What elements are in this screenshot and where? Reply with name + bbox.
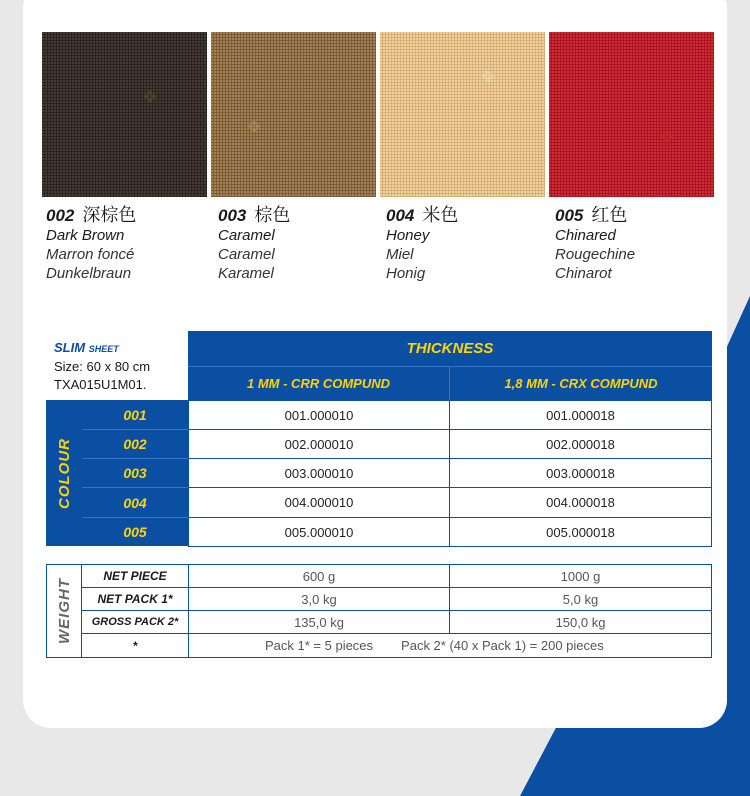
- product-sub: SHEET: [88, 344, 119, 354]
- logo-emboss-icon: ❖: [480, 67, 497, 87]
- footnote-marker: *: [81, 633, 189, 658]
- colour-code: 002: [46, 206, 75, 225]
- weight-label: WEIGHT: [55, 578, 73, 644]
- colour-row-code: 005: [82, 517, 188, 546]
- colour-row-code: 003: [82, 458, 188, 487]
- colour-row-code: 001: [82, 400, 188, 429]
- thickness-header: THICKNESS: [188, 331, 712, 366]
- product-ref: TXA015U1M01.: [54, 377, 147, 392]
- swatch-dark-brown: [42, 32, 207, 197]
- colour-name-de: Karamel: [218, 265, 274, 282]
- colour-name-fr: Caramel: [218, 246, 275, 263]
- swatch-caption: [218, 206, 290, 283]
- weight-value: 1000 g: [449, 564, 712, 588]
- article-number: 001.000018: [449, 400, 712, 430]
- colour-row-code: 002: [82, 429, 188, 458]
- product-size: Size: 60 x 80 cm: [54, 359, 151, 374]
- colour-name-zh: 棕色: [254, 205, 291, 225]
- swatch-caramel: [211, 32, 376, 197]
- colour-name-zh: 深棕色: [82, 205, 137, 225]
- footnote-pack1: Pack 1* = 5 pieces: [265, 638, 374, 653]
- footnote-row: [188, 633, 712, 658]
- article-number: 002.000010: [188, 429, 450, 459]
- logo-emboss-icon: ❖: [142, 87, 159, 107]
- colour-name-en: Honey: [386, 227, 430, 244]
- product-name: SLIM: [54, 340, 86, 355]
- article-number: 004.000010: [188, 487, 450, 518]
- colour-name-de: Dunkelbraun: [46, 265, 132, 282]
- weight-value: 135,0 kg: [188, 610, 450, 634]
- swatch-chinared: [549, 32, 714, 197]
- weight-row-label: NET PACK 1*: [81, 587, 189, 611]
- colour-name-de: Chinarot: [555, 265, 612, 282]
- product-info: [54, 339, 184, 394]
- article-number: 004.000018: [449, 487, 712, 518]
- logo-emboss-icon: ❖: [246, 117, 263, 137]
- colour-code: 005: [555, 206, 584, 225]
- colour-name-fr: Miel: [386, 246, 414, 263]
- colour-name-en: Chinared: [555, 227, 616, 244]
- colour-name-zh: 米色: [422, 205, 459, 225]
- colour-code: 004: [386, 206, 415, 225]
- footnote-pack2: Pack 2* (40 x Pack 1) = 200 pieces: [401, 638, 604, 653]
- colour-label: COLOUR: [55, 437, 73, 509]
- article-number: 003.000018: [449, 458, 712, 488]
- article-number: 005.000018: [449, 517, 712, 547]
- colour-name-de: Honig: [386, 265, 426, 282]
- weight-row-label: NET PIECE: [81, 564, 189, 588]
- weight-value: 3,0 kg: [188, 587, 450, 611]
- article-number: 001.000010: [188, 400, 450, 430]
- colour-name-fr: Rougechine: [555, 246, 636, 263]
- weight-value: 5,0 kg: [449, 587, 712, 611]
- colour-name-fr: Marron foncé: [46, 246, 135, 263]
- thickness-col-18mm: 1,8 MM - CRX COMPUND: [449, 366, 712, 400]
- colour-code: 003: [218, 206, 247, 225]
- colour-row-code: 004: [82, 487, 188, 517]
- swatch-honey: [380, 32, 545, 197]
- weight-row-label: GROSS PACK 2*: [81, 610, 189, 634]
- swatch-caption: [555, 206, 635, 283]
- swatch-caption: [46, 206, 136, 283]
- colour-name-zh: 红色: [591, 205, 628, 225]
- colour-name-en: Dark Brown: [46, 227, 125, 244]
- weight-value: 600 g: [188, 564, 450, 588]
- article-number: 005.000010: [188, 517, 450, 547]
- weight-side-label: [46, 564, 82, 658]
- article-number: 003.000010: [188, 458, 450, 488]
- article-number: 002.000018: [449, 429, 712, 459]
- colour-side-label: [46, 400, 82, 546]
- thickness-col-1mm: 1 MM - CRR COMPUND: [188, 366, 449, 400]
- logo-emboss-icon: ❖: [659, 127, 676, 147]
- colour-name-en: Caramel: [218, 227, 275, 244]
- weight-value: 150,0 kg: [449, 610, 712, 634]
- swatch-caption: [386, 206, 458, 283]
